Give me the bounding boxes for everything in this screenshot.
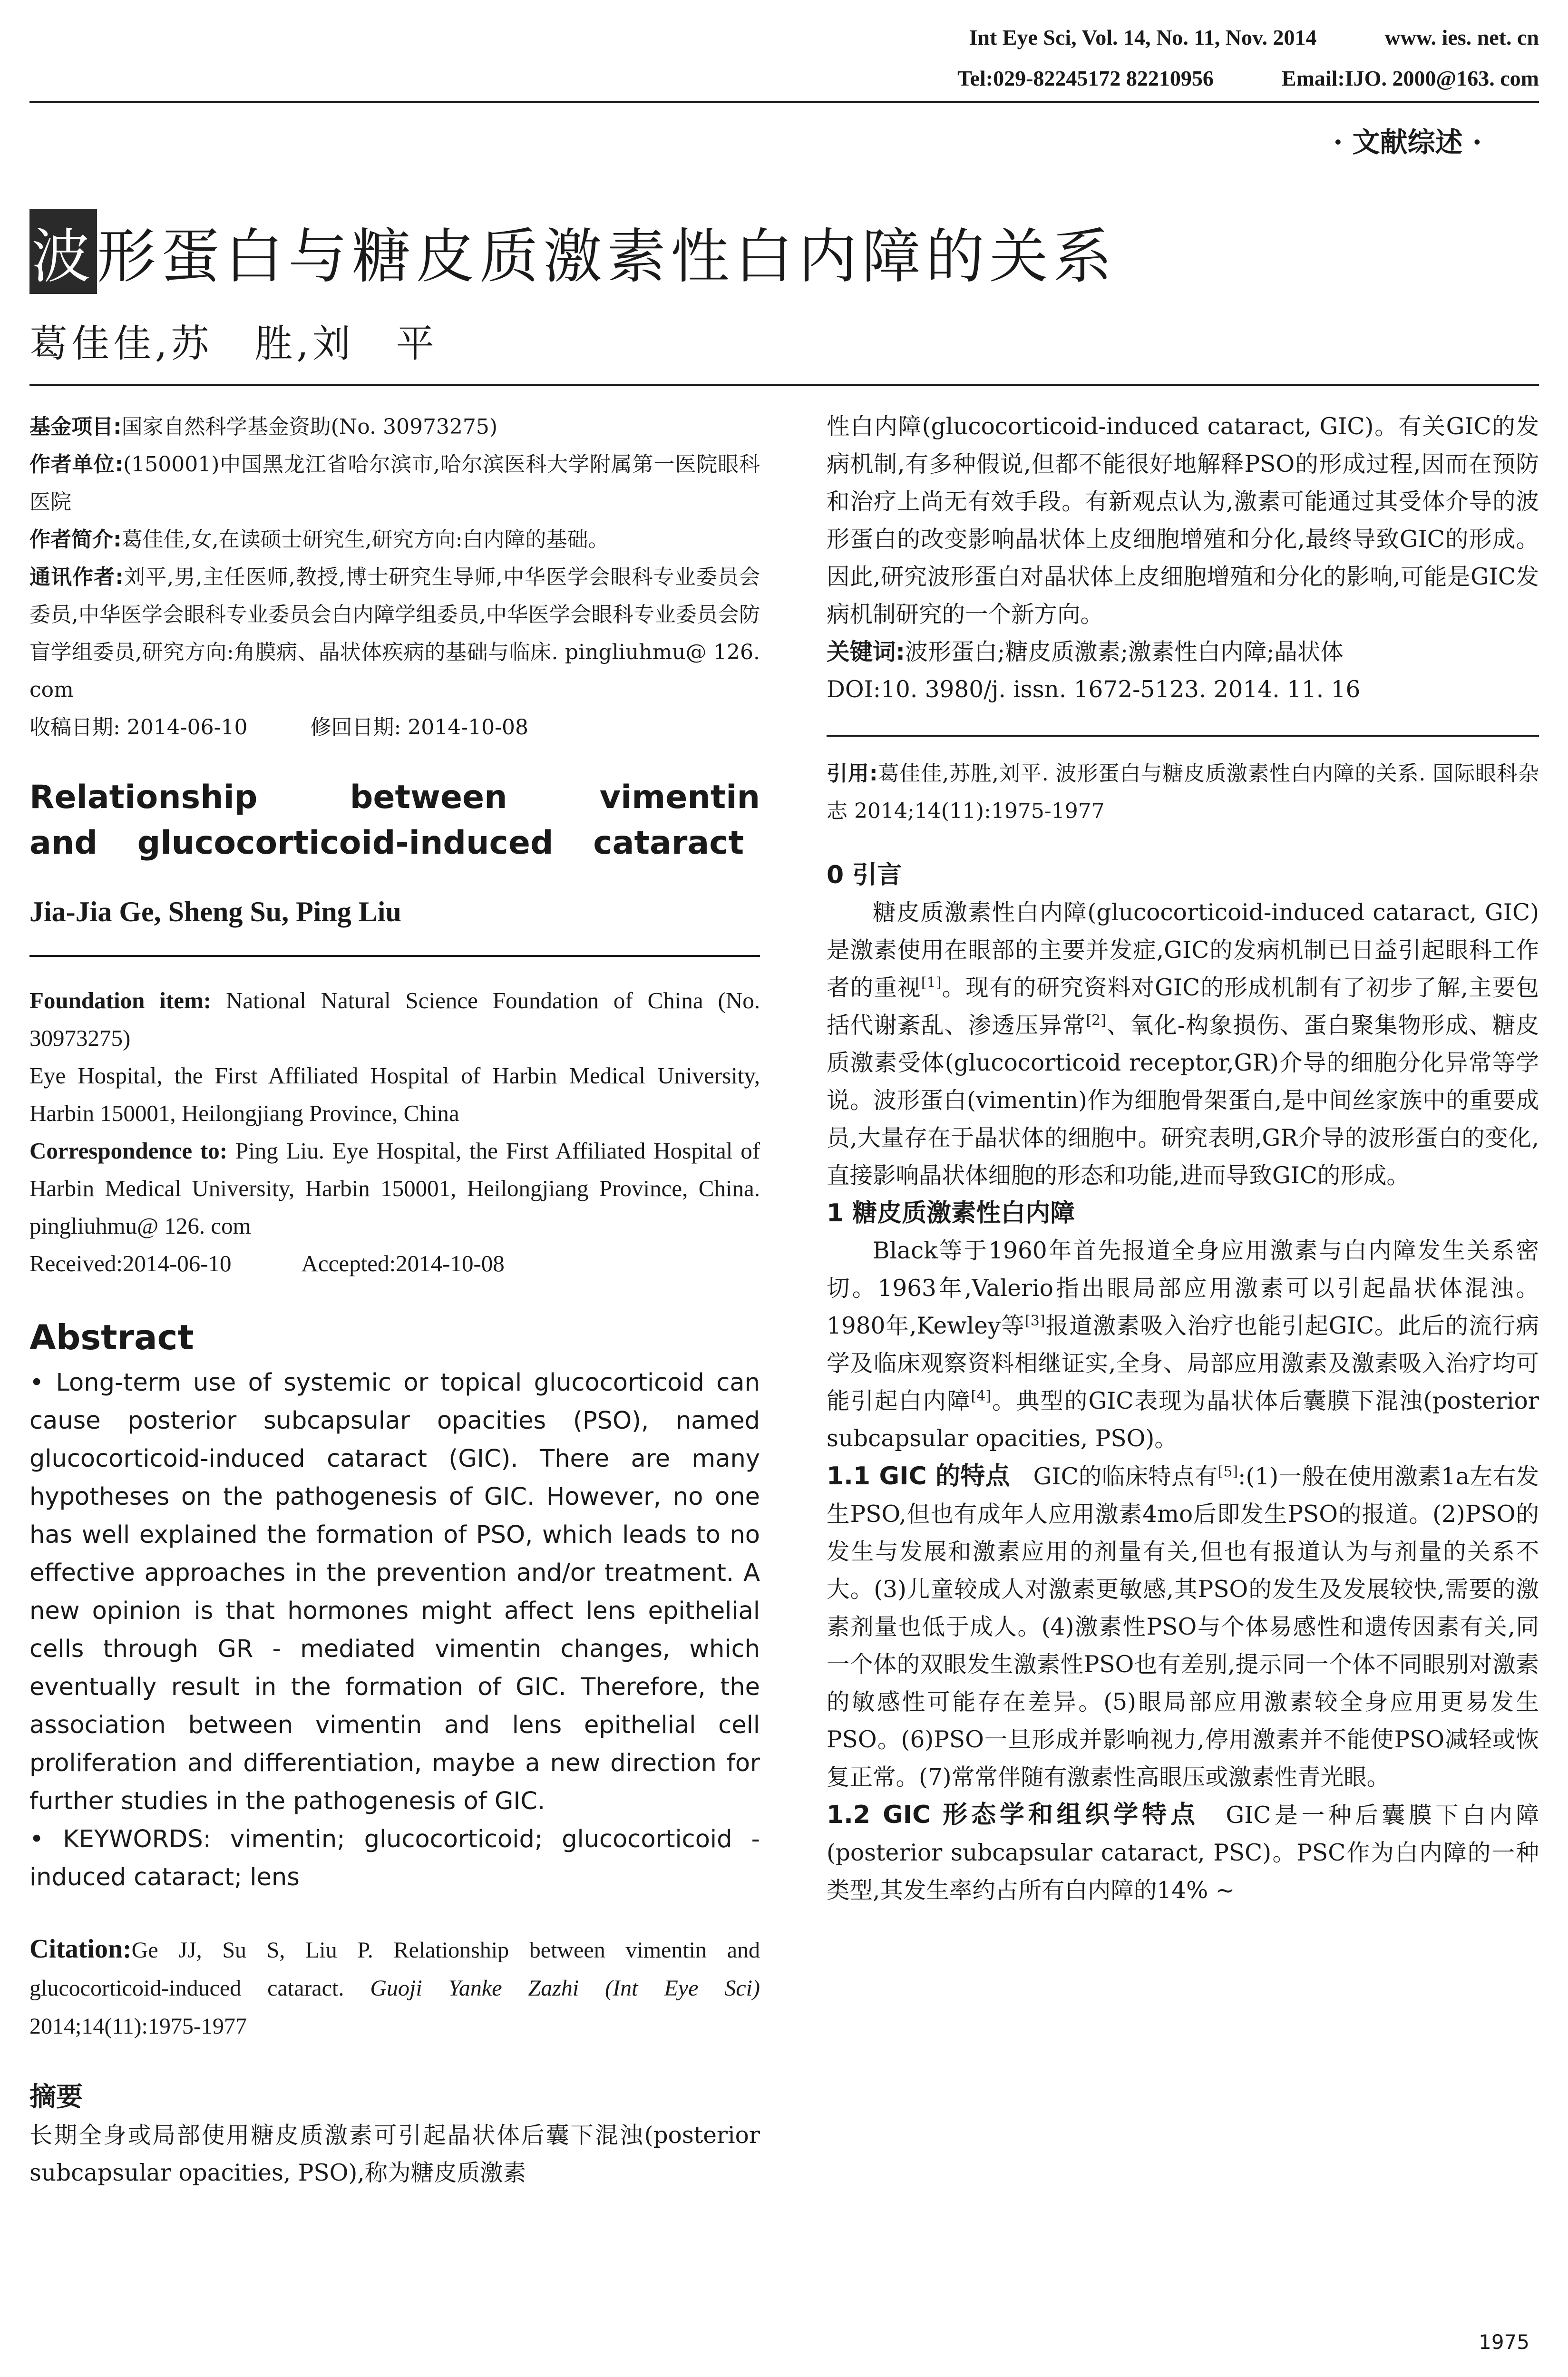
- header-row-contact: [957, 66, 1539, 91]
- page: [29, 0, 1539, 2377]
- article-title: [29, 209, 1117, 294]
- journal-website: www. ies. net. cn: [1384, 25, 1539, 49]
- ref-4[interactable]: [4]: [971, 1387, 992, 1404]
- title-drop-char: 波: [29, 209, 97, 294]
- header-row-journal: [969, 25, 1539, 50]
- section-tag: · 文献综述 ·: [1333, 126, 1482, 158]
- doi: DOI:10. 3980/j. issn. 1672-5123. 2014. 11. 16: [827, 676, 1361, 703]
- section-1-2-heading: 1.2 GIC 形态学和组织学特点: [827, 1801, 1199, 1829]
- correspondence-en: Correspondence to: Ping Liu. Eye Hospital, the First Affiliated Hospital of Harbin Medical University, Harbin 150001, Heilongjiang Province, China. pingliuhmu@ 126. com: [29, 1138, 760, 1239]
- section-1-1-heading: 1.1 GIC 的特点: [827, 1462, 1010, 1490]
- article-info-cn: [29, 408, 760, 746]
- right-column: [827, 408, 1539, 1909]
- section-0-text: 糖皮质激素性白内障(glucocorticoid-induced cataract, GIC)是激素使用在眼部的主要并发症,GIC的发病机制已日益引起眼科工作者的重视[1]。现有的研究资料对GIC的形成机制有了初步了解,主要包括代谢紊乱、渗透压异常[2]、氧化-构象损伤、蛋白聚集物形成、糖皮质激素受体(glucocorticoid receptor,GR)介导的细胞分化异常等学说。波形蛋白(vimentin)作为细胞骨架蛋白,是中间丝家族中的重要成员,大量存在于晶状体的细胞中。研究表明,GR介导的波形蛋白的变化,直接影响晶状体细胞的形态和功能,进而导致GIC的形成。: [827, 899, 1539, 1189]
- article-info-en: [29, 982, 760, 1282]
- keywords-en: • KEYWORDS: vimentin; glucocorticoid; glucocorticoid - induced cataract; lens: [29, 1825, 760, 1891]
- journal-citation: Int Eye Sci, Vol. 14, No. 11, Nov. 2014: [969, 25, 1317, 49]
- ref-3[interactable]: [3]: [1025, 1312, 1045, 1329]
- authors-en: Jia-Jia Ge, Sheng Su, Ping Liu: [29, 896, 401, 927]
- journal-email: Email:IJO. 2000@163. com: [1281, 66, 1539, 90]
- abstract-cn-cont: 性白内障(glucocorticoid-induced cataract, GIC)。有关GIC的发病机制,有多种假说,但都不能很好地解释PSO的形成过程,因而在预防和治疗上尚无有效手段。有新观点认为,激素可能通过其受体介导的波形蛋白的改变影响晶状体上皮细胞增殖和分化,最终导致GIC的形成。因此,研究波形蛋白对晶状体上皮细胞增殖和分化的影响,可能是GIC发病机制研究的一个新方向。: [827, 413, 1539, 628]
- ref-5[interactable]: [5]: [1217, 1463, 1238, 1480]
- correspondence-cn: 通讯作者:刘平,男,主任医师,教授,博士研究生导师,中华医学会眼科专业委员会委员,中华医学会眼科专业委员会白内障学组委员,中华医学会眼科专业委员会防盲学组委员,研究方向:角膜病、晶状体疾病的基础与临床. pingliuhmu@ 126. com: [29, 565, 760, 702]
- section-1-2: 1.2 GIC 形态学和组织学特点 GIC是一种后囊膜下白内障(posterior subcapsular cataract, PSC)。PSC作为白内障的一种类型,其发生率约占所有白内障的14% ~: [827, 1801, 1539, 1904]
- page-number: 1975: [1479, 2330, 1529, 2354]
- abstract-en: • Long-term use of systemic or topical glucocorticoid can cause posterior subcapsular opacities (PSO), named glucocorticoid-induced cataract (GIC). There are many hypotheses on the pathogenesis of GIC. However, no one has well explained the formation of PSO, which leads to no effective approaches in the prevention and/or treatment. A new opinion is that hormones might affect lens epithelial cells through GR - mediated vimentin changes, which eventually result in the formation of GIC. Therefore, the association between vimentin and lens epithelial cell proliferation and differentiation, maybe a new direction for further studies in the pathogenesis of GIC.: [29, 1369, 760, 1815]
- ref-1[interactable]: [1]: [921, 974, 942, 991]
- en-rule: [29, 955, 760, 957]
- section-1-heading: 1 糖皮质激素性白内障: [827, 1199, 1075, 1227]
- doi-rule: [827, 735, 1539, 737]
- title-rest: 形蛋白与糖皮质激素性白内障的关系: [97, 223, 1117, 291]
- abstract-heading: Abstract: [29, 1317, 194, 1357]
- citation-en: Citation:Ge JJ, Su S, Liu P. Relationship between vimentin and glucocorticoid-induced cataract. Guoji Yanke Zazhi (Int Eye Sci) 2014;14(11):1975-1977: [29, 1934, 760, 2039]
- section-0-heading: 0 引言: [827, 861, 902, 889]
- citation-cn: 引用:葛佳佳,苏胜,刘平. 波形蛋白与糖皮质激素性白内障的关系. 国际眼科杂志 2014;14(11):1975-1977: [827, 761, 1539, 823]
- foundation-cn: 基金项目:国家自然科学基金资助(No. 30973275): [29, 415, 498, 439]
- abstract-cn-heading: 摘要: [29, 2082, 83, 2113]
- dates-cn: 收稿日期: 2014-06-10 修回日期: 2014-10-08: [29, 715, 528, 740]
- section-1-1: 1.1 GIC 的特点 GIC的临床特点有[5]:(1)一般在使用激素1a左右发生PSO,但也有成年人应用激素4mo后即发生PSO的报道。(2)PSO的发生与发展和激素应用的剂量有关,但也有报道认为与剂量的关系不大。(3)儿童较成人对激素更敏感,其PSO的发生及发展较快,需要的激素剂量也低于成人。(4)激素性PSO与个体易感性和遗传因素有关,同一个体的双眼发生激素性PSO也有差别,提示同一个体不同眼别对激素的敏感性可能存在差异。(5)眼局部应用激素较全身应用更易发生PSO。(6)PSO一旦形成并影响视力,停用激素并不能使PSO减轻或恢复正常。(7)常常伴随有激素性高眼压或激素性青光眼。: [827, 1462, 1539, 1791]
- header-rule: [29, 101, 1539, 103]
- affiliation-cn: 作者单位:(150001)中国黑龙江省哈尔滨市,哈尔滨医科大学附属第一医院眼科医院: [29, 452, 760, 514]
- section-1-text: Black等于1960年首先报道全身应用激素与白内障发生关系密切。1963年,Valerio指出眼局部应用激素可以引起晶状体混浊。1980年,Kewley等[3]报道激素吸入治疗也能引起GIC。此后的流行病学及临床观察资料相继证实,全身、局部应用激素及激素吸入治疗均可能引起白内障[4]。典型的GIC表现为晶状体后囊膜下混浊(posterior subcapsular opacities, PSO)。: [827, 1237, 1539, 1452]
- keywords-cn: 关键词:波形蛋白;糖皮质激素;激素性白内障;晶状体: [827, 639, 1344, 665]
- journal-tel: Tel:029-82245172 82210956: [957, 66, 1214, 90]
- author-bio-cn: 作者简介:葛佳佳,女,在读硕士研究生,研究方向:白内障的基础。: [29, 527, 609, 552]
- ref-2[interactable]: [2]: [1086, 1012, 1106, 1029]
- title-en: Relationship between vimentin and glucocorticoid-induced cataract: [29, 779, 760, 862]
- left-column: [29, 408, 760, 2192]
- authors-cn: 葛佳佳,苏 胜,刘 平: [29, 321, 438, 366]
- foundation-en: Foundation item: National Natural Science Foundation of China (No. 30973275): [29, 987, 760, 1051]
- title-rule: [29, 384, 1539, 386]
- affiliation-en: Eye Hospital, the First Affiliated Hospital of Harbin Medical University, Harbin 150001, Heilongjiang Province, China: [29, 1062, 760, 1126]
- abstract-cn: 长期全身或局部使用糖皮质激素可引起晶状体后囊下混浊(posterior subcapsular opacities, PSO),称为糖皮质激素: [29, 2122, 760, 2186]
- dates-en: Received:2014-06-10 Accepted:2014-10-08: [29, 1250, 505, 1276]
